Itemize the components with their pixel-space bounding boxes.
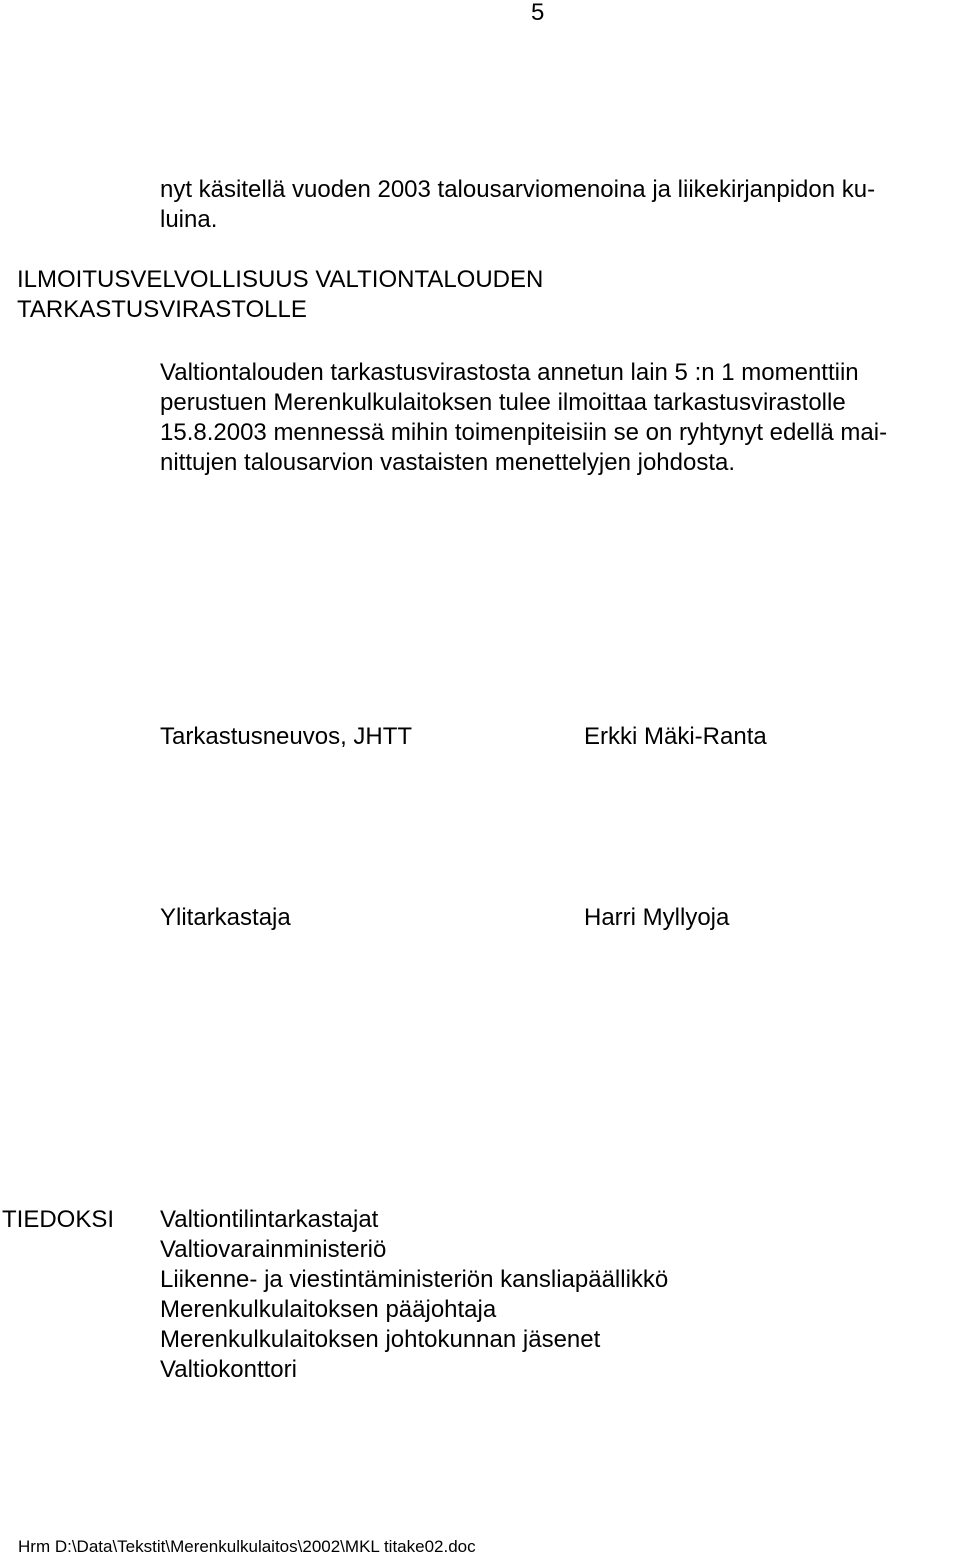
distribution-label: TIEDOKSI	[2, 1206, 115, 1233]
distribution-list	[160, 1205, 668, 1385]
distribution-recipient: Merenkulkulaitoksen pääjohtaja	[160, 1296, 497, 1323]
distribution-recipient: Valtiontilintarkastajat	[160, 1206, 379, 1233]
page-number: 5	[531, 0, 545, 26]
heading-line: TARKASTUSVIRASTOLLE	[17, 296, 307, 323]
paragraph-line: perustuen Merenkulkulaitoksen tulee ilmoittaa tarkastusvirastolle	[160, 389, 846, 416]
distribution-recipient: Valtiokonttori	[160, 1356, 297, 1383]
paragraph-line: 15.8.2003 mennessä mihin toimenpiteisiin se on ryhtynyt edellä mai-	[160, 419, 888, 446]
distribution-recipient: Liikenne- ja viestintäministeriön kansliapäällikkö	[160, 1266, 669, 1293]
continuation-line: nyt käsitellä vuoden 2003 talousarviomenoina ja liikekirjanpidon ku-	[160, 176, 876, 203]
distribution-recipient: Merenkulkulaitoksen johtokunnan jäsenet	[160, 1326, 601, 1353]
section-paragraph	[160, 358, 887, 478]
paragraph-line: Valtiontalouden tarkastusvirastosta annetun lain 5 :n 1 momenttiin	[160, 359, 859, 386]
distribution-recipient: Valtiovarainministeriö	[160, 1236, 387, 1263]
continuation-text	[160, 175, 875, 235]
signature-title: Ylitarkastaja	[160, 904, 291, 931]
signature-name: Erkki Mäki-Ranta	[584, 723, 767, 750]
paragraph-line: nittujen talousarvion vastaisten menettelyjen johdosta.	[160, 449, 736, 476]
continuation-line: luina.	[160, 206, 218, 233]
heading-line: ILMOITUSVELVOLLISUUS VALTIONTALOUDEN	[17, 266, 544, 293]
section-heading	[17, 265, 543, 325]
signature-name: Harri Myllyoja	[584, 904, 730, 931]
signature-title: Tarkastusneuvos, JHTT	[160, 723, 413, 750]
file-path-footer: Hrm D:\Data\Tekstit\Merenkulkulaitos\2002\MKL titake02.doc	[18, 1537, 476, 1556]
